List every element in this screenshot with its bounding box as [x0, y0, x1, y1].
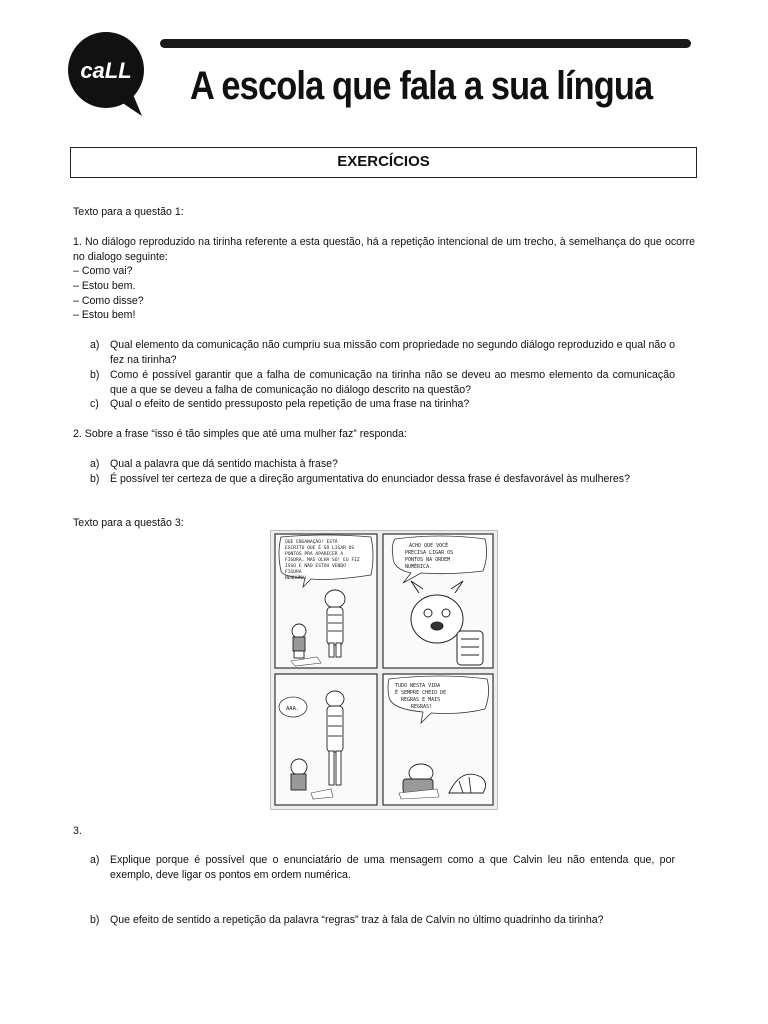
- q2-item-b: [90, 472, 675, 487]
- q1-dialogue: [73, 264, 695, 323]
- svg-text:ESCRITO QUE É SÓ LIGAR OS: ESCRITO QUE É SÓ LIGAR OS: [285, 546, 355, 551]
- item-text: Que efeito de sentido a repetição da palavra “regras” traz à fala de Calvin no último quadrinho da tirinha?: [110, 914, 604, 926]
- item-mark: b): [90, 914, 100, 926]
- svg-text:FIGURA, MAS OLHA SÓ! EU FIZ: FIGURA, MAS OLHA SÓ! EU FIZ: [285, 558, 360, 563]
- item-text: Qual o efeito de sentido pressuposto pela repetição de uma frase na tirinha?: [110, 398, 470, 410]
- comic-image: [271, 531, 497, 809]
- comic-panel-3: [275, 674, 377, 805]
- svg-text:ACHO QUE VOCÊ: ACHO QUE VOCÊ: [409, 543, 449, 549]
- q2-item-a: [90, 457, 675, 472]
- svg-text:FIGURA: FIGURA: [285, 570, 302, 575]
- svg-text:PRECISA LIGAR OS: PRECISA LIGAR OS: [405, 550, 454, 556]
- q3-item-b: [90, 913, 675, 928]
- item-mark: b): [90, 473, 100, 485]
- q1-intro: Texto para a questão 1:: [73, 206, 184, 218]
- svg-text:TUDO NESTA VIDA: TUDO NESTA VIDA: [395, 683, 441, 689]
- item-mark: b): [90, 369, 100, 381]
- item-text: Explique porque é possível que o enunciatário de uma mensagem como a que Calvin leu não entenda que, por exemplo, deve ligar os pontos em ordem numérica.: [110, 854, 675, 881]
- logo-text: caLL: [80, 58, 132, 83]
- item-text: É possível ter certeza de que a direção argumentativa do enunciador dessa frase é desfavorável às mulheres?: [110, 473, 630, 485]
- dialogue-line: – Como disse?: [73, 294, 144, 307]
- slogan: A escola que fala a sua língua: [190, 64, 653, 108]
- item-mark: a): [90, 458, 100, 470]
- panel-3-text: AAA.: [286, 706, 300, 712]
- svg-text:ISSO E NÃO ESTOU VENDO: ISSO E NÃO ESTOU VENDO: [285, 564, 346, 569]
- svg-text:NUMÉRICA.: NUMÉRICA.: [405, 564, 433, 570]
- item-text: Qual elemento da comunicação não cumpriu sua missão com propriedade no segundo diálogo reproduzido e qual não o fez na tirinha?: [110, 339, 675, 366]
- header-bar: [160, 39, 691, 48]
- svg-text:PONTOS NA ORDEM: PONTOS NA ORDEM: [405, 557, 451, 563]
- item-mark: a): [90, 854, 100, 866]
- q3-number: 3.: [73, 825, 82, 837]
- dialogue-line: – Estou bem.: [73, 279, 136, 292]
- q2-stem: 2. Sobre a frase “isso é tão simples que até uma mulher faz” responda:: [73, 428, 407, 440]
- dialogue-line: – Estou bem!: [73, 309, 136, 322]
- q1-item-c: [90, 397, 675, 412]
- call-logo: [66, 30, 148, 116]
- q3-item-a: [90, 853, 675, 883]
- item-mark: c): [90, 398, 99, 410]
- item-text: Qual a palavra que dá sentido machista à frase?: [110, 458, 338, 470]
- svg-text:É SEMPRE CHEIO DE: É SEMPRE CHEIO DE: [395, 690, 447, 696]
- q1-item-a: [90, 338, 675, 368]
- q3-intro: Texto para a questão 3:: [73, 517, 184, 529]
- svg-text:PONTOS PRA APARECER A: PONTOS PRA APARECER A: [285, 552, 344, 557]
- svg-text:QUE ENGANAÇÃO! ESTÁ: QUE ENGANAÇÃO! ESTÁ: [285, 540, 338, 545]
- dialogue-line: – Como vai?: [73, 265, 133, 277]
- page-title: EXERCÍCIOS: [70, 147, 697, 178]
- svg-text:REGRAS!: REGRAS!: [411, 704, 433, 710]
- svg-text:NENHUMA!: NENHUMA!: [285, 576, 308, 581]
- item-text: Como é possível garantir que a falha de comunicação na tirinha não se deveu ao mesmo elemento da comunicação que a que se deveu a falha de comunicação no diálogo descrito na questão?: [110, 369, 675, 396]
- svg-text:REGRAS E MAIS: REGRAS E MAIS: [401, 697, 441, 703]
- item-mark: a): [90, 339, 100, 351]
- calvin-comic-strip: [270, 530, 498, 810]
- q1-item-b: [90, 368, 675, 398]
- q1-stem: 1. No diálogo reproduzido na tirinha referente a esta questão, há a repetição intencional de um trecho, à semelhança do que ocorre no dialogo seguinte:: [73, 236, 695, 263]
